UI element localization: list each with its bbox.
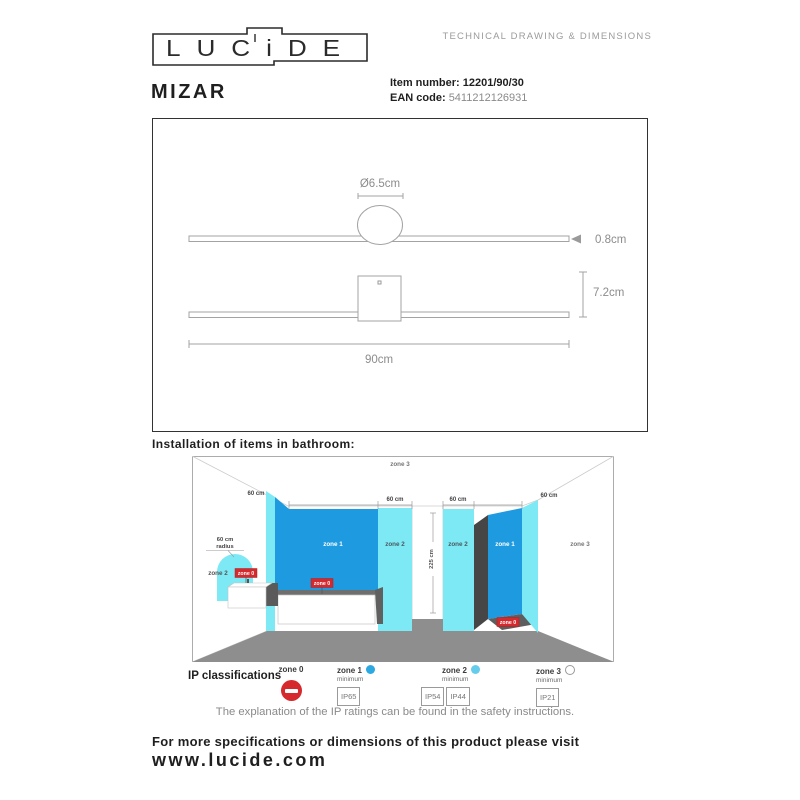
ean-value: 5411212126931	[448, 92, 528, 104]
dim-thickness-label: 0.8cm	[595, 234, 627, 246]
zone2-color-dot	[471, 665, 480, 674]
washbasin-top	[228, 583, 272, 587]
washbasin-faucet	[247, 579, 249, 583]
dim-60-corner-right: 60 cm	[540, 493, 558, 499]
zone1-wall-bathtub	[289, 509, 378, 594]
zone1-corner-return-left	[275, 497, 289, 597]
mounting-bracket	[358, 276, 401, 321]
item-number-label: Item number:	[390, 77, 460, 89]
dim-60-left: 60 cm	[386, 497, 404, 503]
zone2-wall-right	[443, 509, 474, 631]
zone2-wall-left	[378, 508, 412, 631]
dim-diameter-line	[358, 193, 403, 199]
dim-width-label: 90cm	[364, 354, 394, 366]
technical-drawing-panel	[152, 118, 648, 432]
dim-thickness-arrow	[571, 235, 581, 244]
svg-text:zone 0: zone 0	[237, 571, 255, 577]
ip-zone3-column	[536, 665, 575, 707]
zone1-color-dot	[366, 665, 375, 674]
ip-zone3-label: zone 3	[536, 667, 561, 676]
zone2-label-left: zone 2	[385, 541, 405, 548]
zone2-label-right: zone 2	[448, 541, 468, 548]
ean-row	[390, 91, 527, 106]
lamp-sphere	[358, 206, 403, 245]
zone1-wall-shower	[488, 508, 522, 619]
zone2-corner-strip-left	[266, 491, 275, 631]
ean-label: EAN code:	[390, 92, 446, 104]
dim-height-label: 7.2cm	[593, 287, 625, 299]
svg-text:zone 0: zone 0	[313, 581, 331, 587]
zone3-top-label: zone 3	[390, 461, 410, 468]
ip-zone1-label: zone 1	[337, 666, 362, 675]
ip-zone0-label: zone 0	[278, 665, 304, 674]
item-number-row	[390, 76, 527, 91]
doc-type-title: TECHNICAL DRAWING & DIMENSIONS	[442, 31, 652, 42]
bathroom-zones-diagram	[192, 456, 614, 662]
ip65-rating: IP65	[337, 687, 360, 706]
dim-width-line	[189, 340, 569, 348]
ip-zone1-minimum: minimum	[337, 676, 364, 683]
ip-zone0-column	[270, 665, 312, 701]
no-entry-icon	[281, 680, 302, 701]
radius-label-2: radius	[216, 544, 234, 550]
logo-text: LUCiDE	[166, 35, 356, 61]
ip-classifications-title: IP classifications	[188, 670, 282, 682]
ip21-rating: IP21	[536, 688, 559, 707]
footer-text: For more specifications or dimensions of this product please visit	[152, 734, 580, 749]
dim-60-right: 60 cm	[449, 497, 467, 503]
lucide-logo	[152, 27, 369, 68]
ip-zone3-minimum: minimum	[536, 677, 563, 684]
ip-zone2-label: zone 2	[442, 666, 467, 675]
zone1-label-left: zone 1	[323, 541, 343, 548]
page-title: MIZAR	[151, 81, 227, 103]
ip54-rating: IP54	[421, 687, 444, 706]
svg-text:zone 0: zone 0	[499, 620, 517, 626]
footer-website-link[interactable]: www.lucide.com	[152, 750, 328, 770]
item-number-value: 12201/90/30	[462, 77, 524, 89]
ip-zone2-minimum: minimum	[442, 676, 469, 683]
shower-panel-dark	[474, 515, 488, 630]
ip44-rating: IP44	[446, 687, 469, 706]
zone1-label-shower: zone 1	[495, 541, 515, 548]
zone0-badge-shower	[497, 618, 519, 627]
dim-diameter-label: Ø6.5cm	[359, 178, 401, 190]
ip-caption: The explanation of the IP ratings can be found in the safety instructions.	[215, 706, 575, 718]
zone2-corner-strip-right	[522, 500, 538, 633]
washbasin-front	[228, 587, 266, 608]
dim-height-line	[579, 272, 587, 317]
zone3-right-label: zone 3	[570, 541, 590, 548]
ip-zone1-column	[337, 665, 375, 706]
radius-label-1: 60 cm	[216, 537, 234, 543]
dim-225-label: 225 cm	[429, 549, 435, 569]
technical-drawing	[153, 119, 647, 428]
product-meta	[390, 76, 527, 106]
bathtub	[278, 595, 375, 624]
zone3-color-dot	[565, 665, 575, 675]
dim-60-corner-left: 60 cm	[247, 491, 265, 497]
zone2-washbasin-label: zone 2	[208, 570, 228, 577]
ip-zone2-column	[421, 665, 480, 706]
bathroom-section-title: Installation of items in bathroom:	[152, 437, 355, 451]
